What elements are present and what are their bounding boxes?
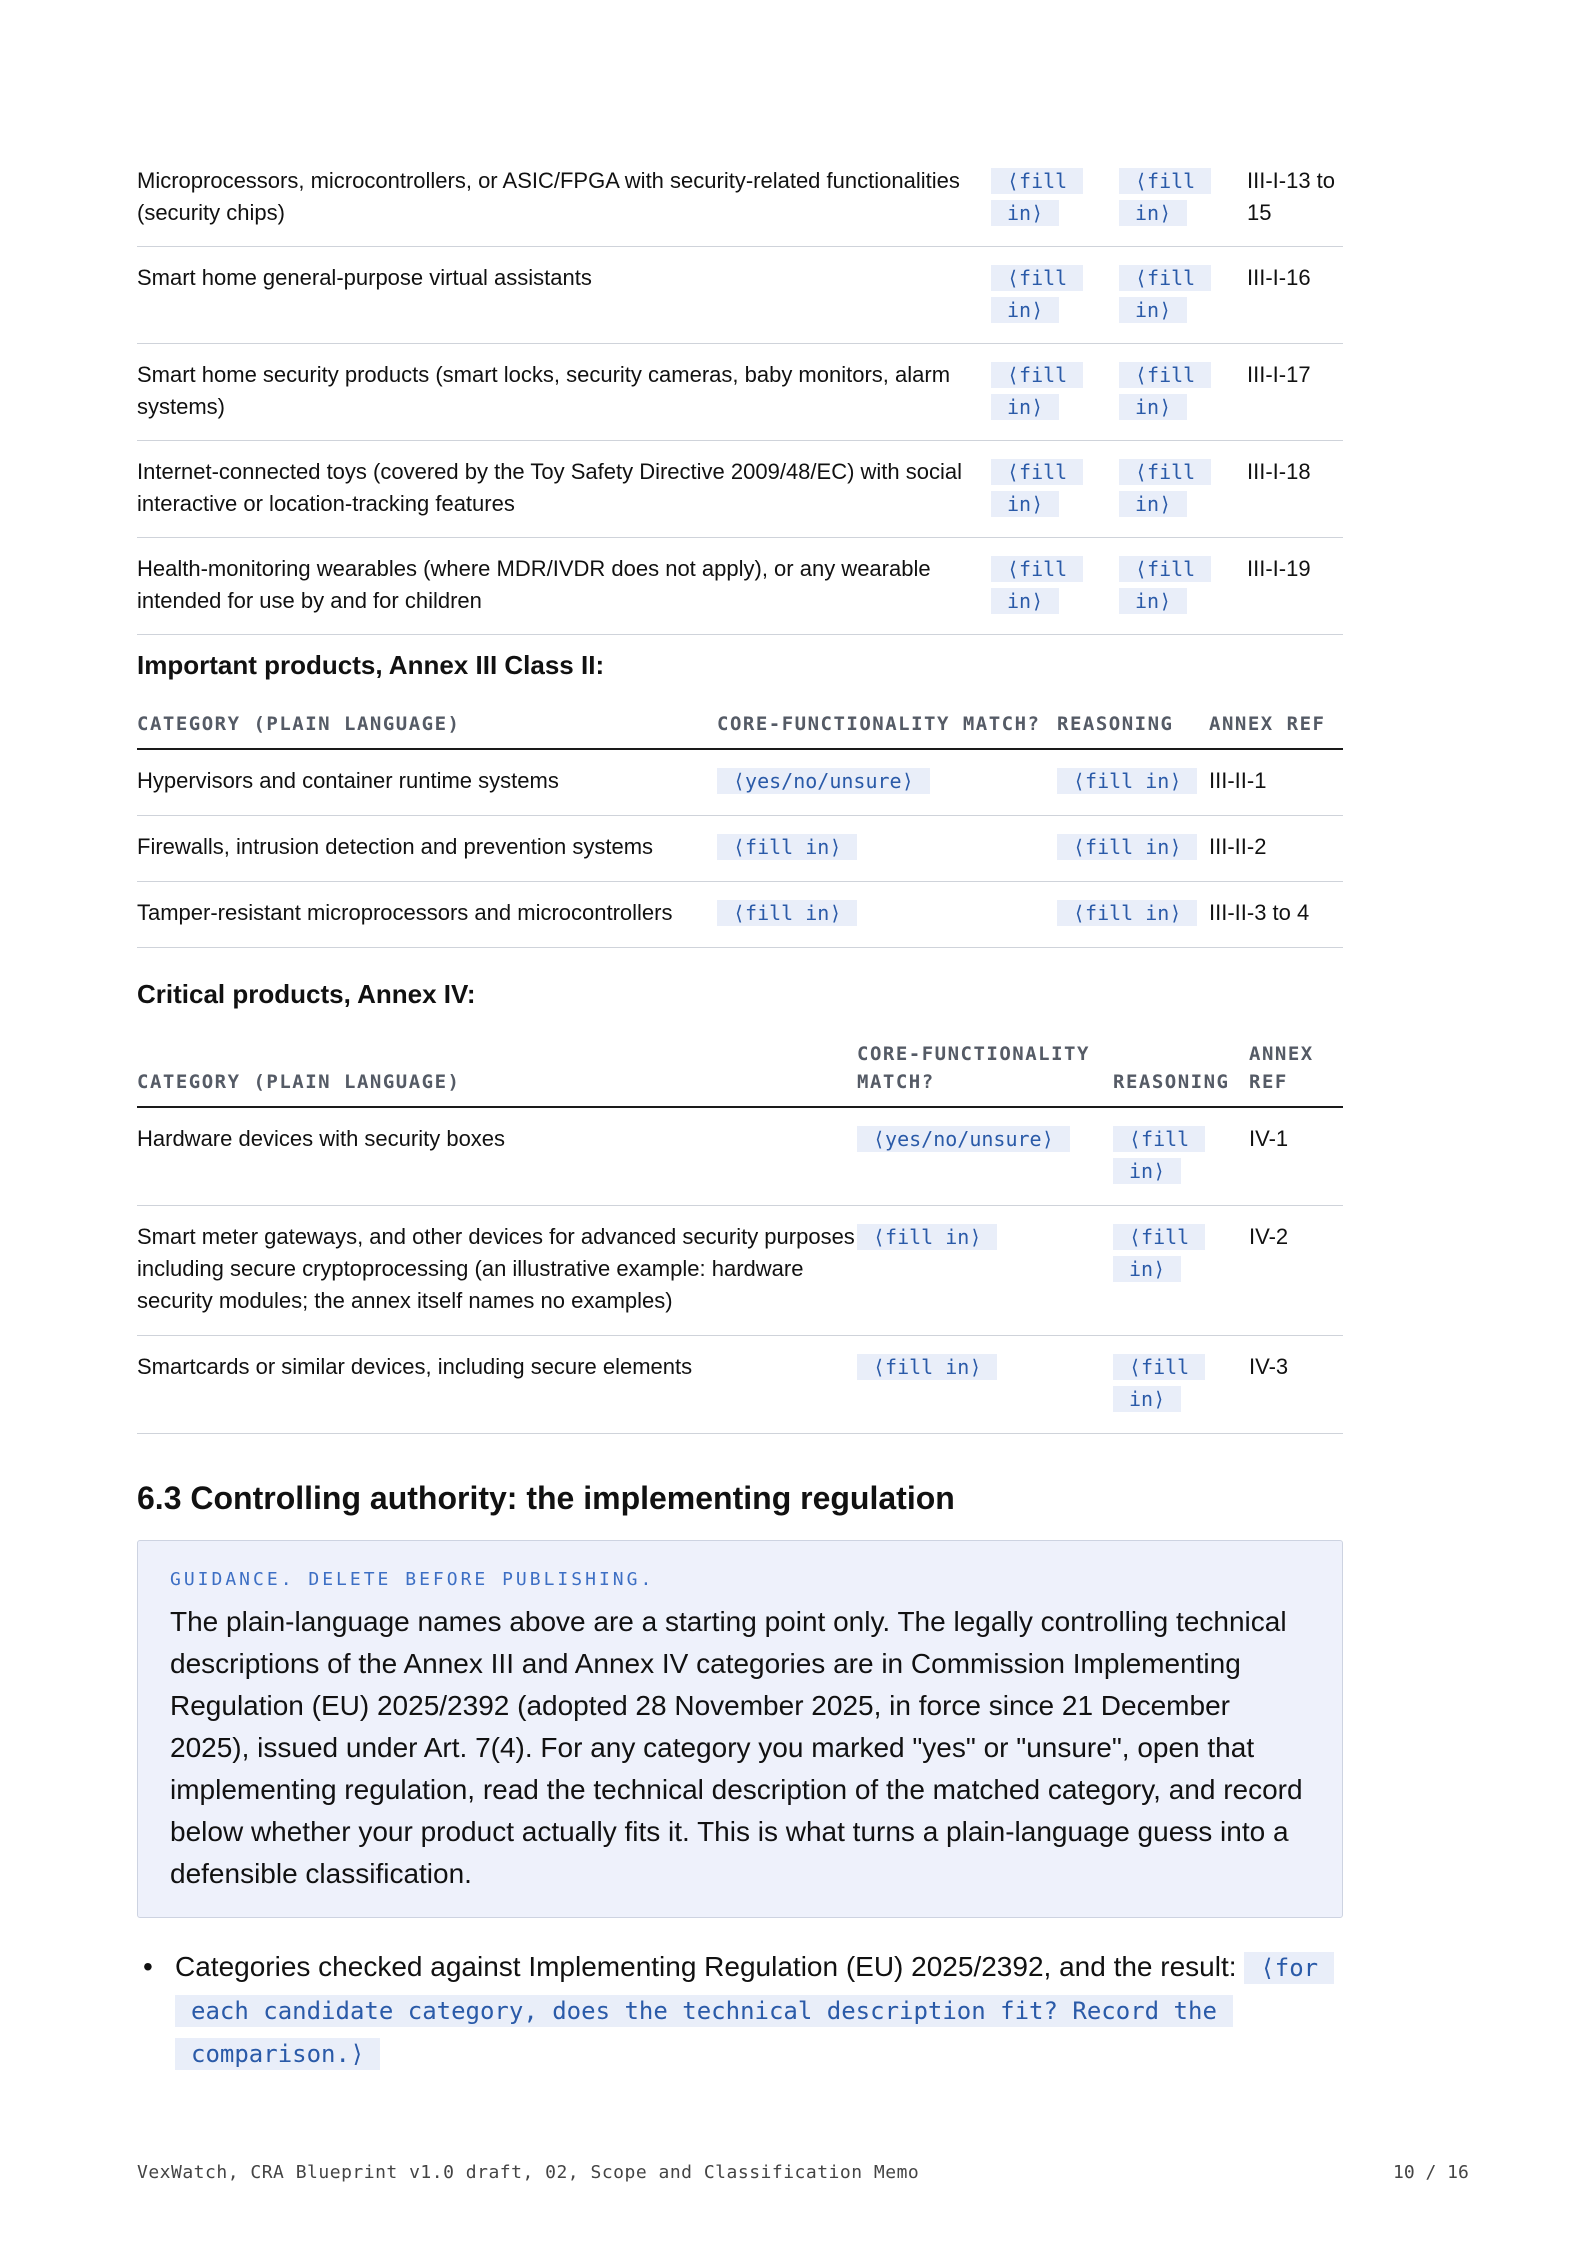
fill-in-placeholder[interactable]: ⟨fill in⟩ — [857, 1354, 997, 1380]
column-header-ref: ANNEX REF — [1209, 710, 1343, 749]
fill-in-placeholder[interactable]: ⟨for each candidate category, does the technical description fit? Record the comparison.⟩ — [175, 1952, 1334, 2070]
table-row — [137, 344, 1343, 441]
class-two-table — [137, 710, 1343, 948]
fill-in-placeholder[interactable]: ⟨fill in⟩ — [857, 1224, 997, 1250]
table-row — [137, 441, 1343, 538]
match-cell — [717, 749, 1057, 816]
reasoning-cell — [1119, 344, 1247, 441]
category-cell: Tamper-resistant microprocessors and microcontrollers — [137, 882, 717, 948]
bullet-text: Categories checked against Implementing Regulation (EU) 2025/2392, and the result: — [175, 1951, 1237, 1982]
reasoning-cell — [1057, 749, 1209, 816]
footer-title: VexWatch, CRA Blueprint v1.0 draft, 02, Scope and Classification Memo — [137, 2162, 920, 2183]
reasoning-cell — [1113, 1206, 1249, 1336]
category-cell: Hardware devices with security boxes — [137, 1107, 857, 1206]
column-header-ref: ANNEX REF — [1249, 1040, 1343, 1107]
fill-in-placeholder[interactable]: ⟨fill in⟩ — [717, 900, 857, 926]
annex-ref-cell: III-I-16 — [1247, 247, 1343, 344]
fill-in-placeholder[interactable]: ⟨fill in⟩ — [1119, 459, 1211, 517]
guidance-label: GUIDANCE. DELETE BEFORE PUBLISHING. — [170, 1569, 655, 1590]
reasoning-cell — [1113, 1336, 1249, 1434]
reasoning-cell — [1119, 538, 1247, 635]
category-cell: Firewalls, intrusion detection and prevention systems — [137, 816, 717, 882]
table-row — [137, 882, 1343, 948]
match-cell — [991, 150, 1119, 247]
match-cell — [717, 816, 1057, 882]
match-cell — [991, 441, 1119, 538]
fill-in-placeholder[interactable]: ⟨fill in⟩ — [1119, 362, 1211, 420]
bullet-dot: • — [143, 1951, 153, 1982]
column-header-category: CATEGORY (PLAIN LANGUAGE) — [137, 1040, 857, 1107]
category-cell: Smartcards or similar devices, including secure elements — [137, 1336, 857, 1434]
fill-in-placeholder[interactable]: ⟨fill in⟩ — [1119, 556, 1211, 614]
annex-ref-cell: III-II-1 — [1209, 749, 1343, 816]
annex-ref-cell: III-II-2 — [1209, 816, 1343, 882]
column-header-category: CATEGORY (PLAIN LANGUAGE) — [137, 710, 717, 749]
match-cell — [857, 1206, 1113, 1336]
table-row — [137, 1107, 1343, 1206]
annex-ref-cell: III-I-13 to 15 — [1247, 150, 1343, 247]
page-number: 10 / 16 — [1393, 2162, 1469, 2183]
reasoning-cell — [1119, 150, 1247, 247]
reasoning-cell — [1057, 816, 1209, 882]
guidance-text: The plain-language names above are a starting point only. The legally controlling technical descriptions of the Annex III and Annex IV categories are in Commission Implementing Regulation (EU) 2025/2392 (adopted 28 November 2025, in force since 21 December 2025), issued under Art. 7(4). For any category you marked "yes" or "unsure", open that implementing regulation, read the technical description of the matched category, and record below whether your product actually fits it. This is what turns a plain-language guess into a defensible classification. — [170, 1606, 1303, 1889]
table-row — [137, 247, 1343, 344]
table-row — [137, 1206, 1343, 1336]
annex-ref-cell: IV-3 — [1249, 1336, 1343, 1434]
match-cell — [991, 247, 1119, 344]
reasoning-cell — [1119, 441, 1247, 538]
category-cell: Smart home general-purpose virtual assistants — [137, 247, 991, 344]
fill-in-placeholder[interactable]: ⟨fill in⟩ — [991, 459, 1083, 517]
fill-in-placeholder[interactable]: ⟨fill in⟩ — [1057, 768, 1197, 794]
match-cell — [857, 1336, 1113, 1434]
table-row — [137, 816, 1343, 882]
annex-ref-cell: IV-1 — [1249, 1107, 1343, 1206]
category-cell: Hypervisors and container runtime systems — [137, 749, 717, 816]
match-cell — [717, 882, 1057, 948]
critical-title: Critical products, Annex IV: — [137, 979, 476, 1009]
annex-ref-cell: III-I-19 — [1247, 538, 1343, 635]
fill-in-placeholder[interactable]: ⟨fill in⟩ — [991, 168, 1083, 226]
reasoning-cell — [1113, 1107, 1249, 1206]
fill-in-placeholder[interactable]: ⟨fill in⟩ — [1119, 168, 1211, 226]
critical-table — [137, 1040, 1343, 1434]
table-row — [137, 749, 1343, 816]
fill-in-placeholder[interactable]: ⟨fill in⟩ — [991, 556, 1083, 614]
table-row — [137, 538, 1343, 635]
fill-in-placeholder[interactable]: ⟨yes/no/unsure⟩ — [857, 1126, 1070, 1152]
fill-in-placeholder[interactable]: ⟨fill in⟩ — [1057, 834, 1197, 860]
fill-in-placeholder[interactable]: ⟨fill in⟩ — [1113, 1224, 1205, 1282]
fill-in-placeholder[interactable]: ⟨yes/no/unsure⟩ — [717, 768, 930, 794]
fill-in-placeholder[interactable]: ⟨fill in⟩ — [991, 265, 1083, 323]
annex-ref-cell: IV-2 — [1249, 1206, 1343, 1336]
guidance-box — [137, 1540, 1343, 1918]
reasoning-cell — [1119, 247, 1247, 344]
fill-in-placeholder[interactable]: ⟨fill in⟩ — [1113, 1126, 1205, 1184]
fill-in-placeholder[interactable]: ⟨fill in⟩ — [991, 362, 1083, 420]
match-cell — [991, 344, 1119, 441]
match-cell — [991, 538, 1119, 635]
annex-ref-cell: III-I-17 — [1247, 344, 1343, 441]
category-cell: Internet-connected toys (covered by the Toy Safety Directive 2009/48/EC) with social interactive or location-tracking features — [137, 441, 991, 538]
category-cell: Health-monitoring wearables (where MDR/IVDR does not apply), or any wearable intended for use by and for children — [137, 538, 991, 635]
column-header-reasoning: REASONING — [1113, 1040, 1249, 1107]
category-cell: Smart home security products (smart locks, security cameras, baby monitors, alarm systems) — [137, 344, 991, 441]
list-item — [137, 1946, 1343, 2075]
section-heading: 6.3 Controlling authority: the implementing regulation — [137, 1480, 955, 1516]
annex-ref-cell: III-I-18 — [1247, 441, 1343, 538]
class-one-table — [137, 150, 1343, 635]
class-two-title: Important products, Annex III Class II: — [137, 650, 605, 680]
column-header-reasoning: REASONING — [1057, 710, 1209, 749]
table-row — [137, 1336, 1343, 1434]
match-cell — [857, 1107, 1113, 1206]
column-header-match: CORE-FUNCTIONALITY MATCH? — [717, 710, 1057, 749]
annex-ref-cell: III-II-3 to 4 — [1209, 882, 1343, 948]
reasoning-cell — [1057, 882, 1209, 948]
category-cell: Smart meter gateways, and other devices for advanced security purposes including secure cryptoprocessing (an illustrative example: hardware security modules; the annex itself names no examples) — [137, 1206, 857, 1336]
fill-in-placeholder[interactable]: ⟨fill in⟩ — [1057, 900, 1197, 926]
category-cell: Microprocessors, microcontrollers, or ASIC/FPGA with security-related functionalities (security chips) — [137, 150, 991, 247]
fill-in-placeholder[interactable]: ⟨fill in⟩ — [1113, 1354, 1205, 1412]
column-header-match: CORE-FUNCTIONALITY MATCH? — [857, 1040, 1113, 1107]
fill-in-placeholder[interactable]: ⟨fill in⟩ — [717, 834, 857, 860]
fill-in-placeholder[interactable]: ⟨fill in⟩ — [1119, 265, 1211, 323]
table-row — [137, 150, 1343, 247]
